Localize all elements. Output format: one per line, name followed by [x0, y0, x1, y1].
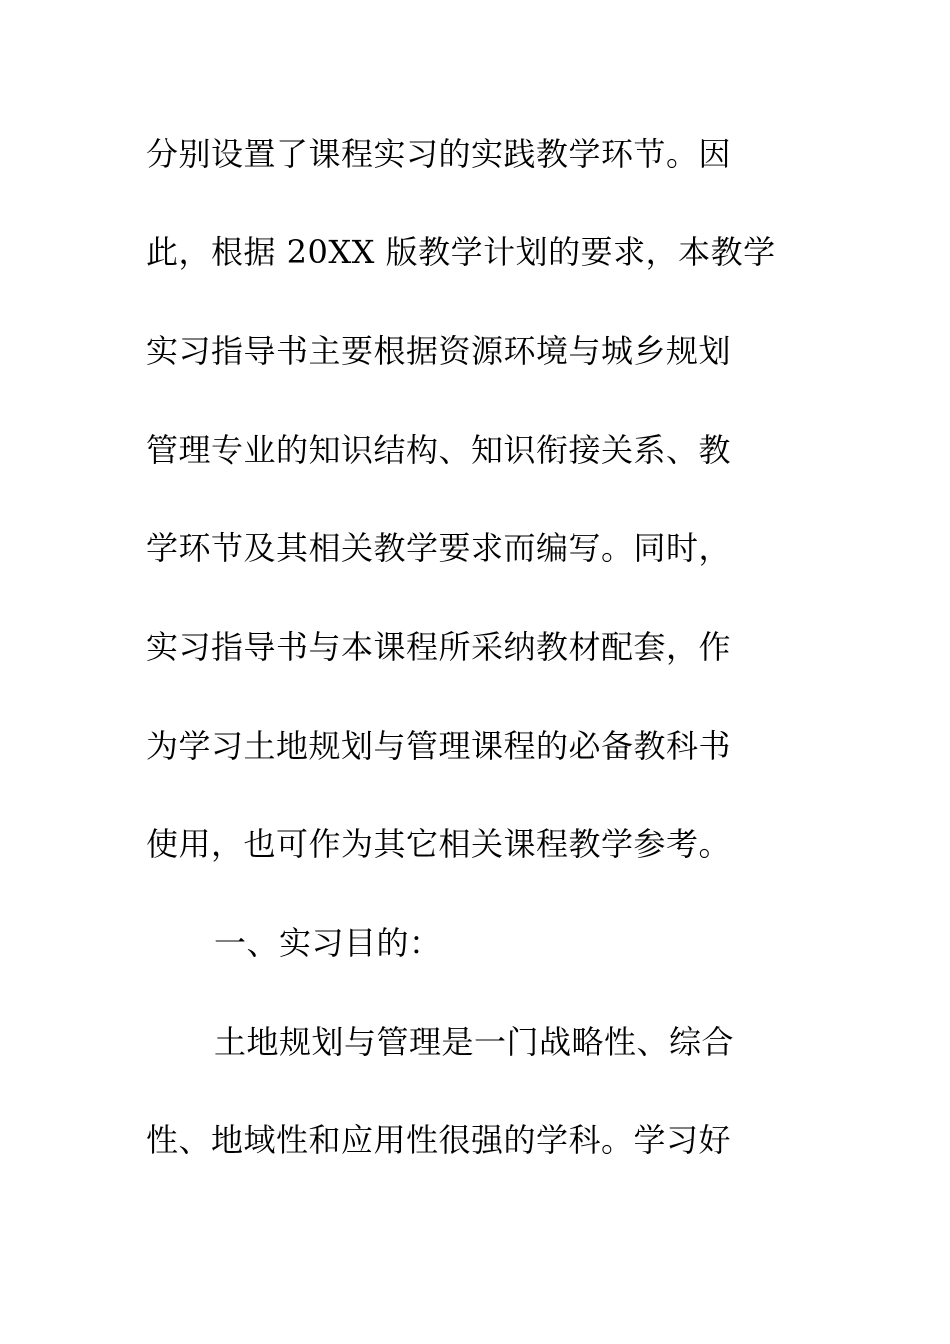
paragraph-line: 为学习土地规划与管理课程的必备教科书 — [146, 727, 732, 765]
paragraph-line: 此，根据 20XX 版教学计划的要求，本教学 — [146, 233, 776, 271]
paragraph-line: 实习指导书主要根据资源环境与城乡规划 — [146, 332, 732, 370]
section-heading: 一、实习目的： — [214, 924, 442, 962]
paragraph-line: 分别设置了课程实习的实践教学环节。因 — [146, 135, 732, 173]
paragraph-line: 使用，也可作为其它相关课程教学参考。 — [146, 825, 732, 863]
paragraph-line: 土地规划与管理是一门战略性、综合 — [214, 1023, 735, 1061]
paragraph-line: 管理专业的知识结构、知识衔接关系、教 — [146, 431, 732, 469]
paragraph-line: 学环节及其相关教学要求而编写。同时， — [146, 529, 732, 567]
paragraph-line: 性、地域性和应用性很强的学科。学习好 — [146, 1121, 732, 1159]
paragraph-line: 实习指导书与本课程所采纳教材配套，作 — [146, 628, 732, 666]
